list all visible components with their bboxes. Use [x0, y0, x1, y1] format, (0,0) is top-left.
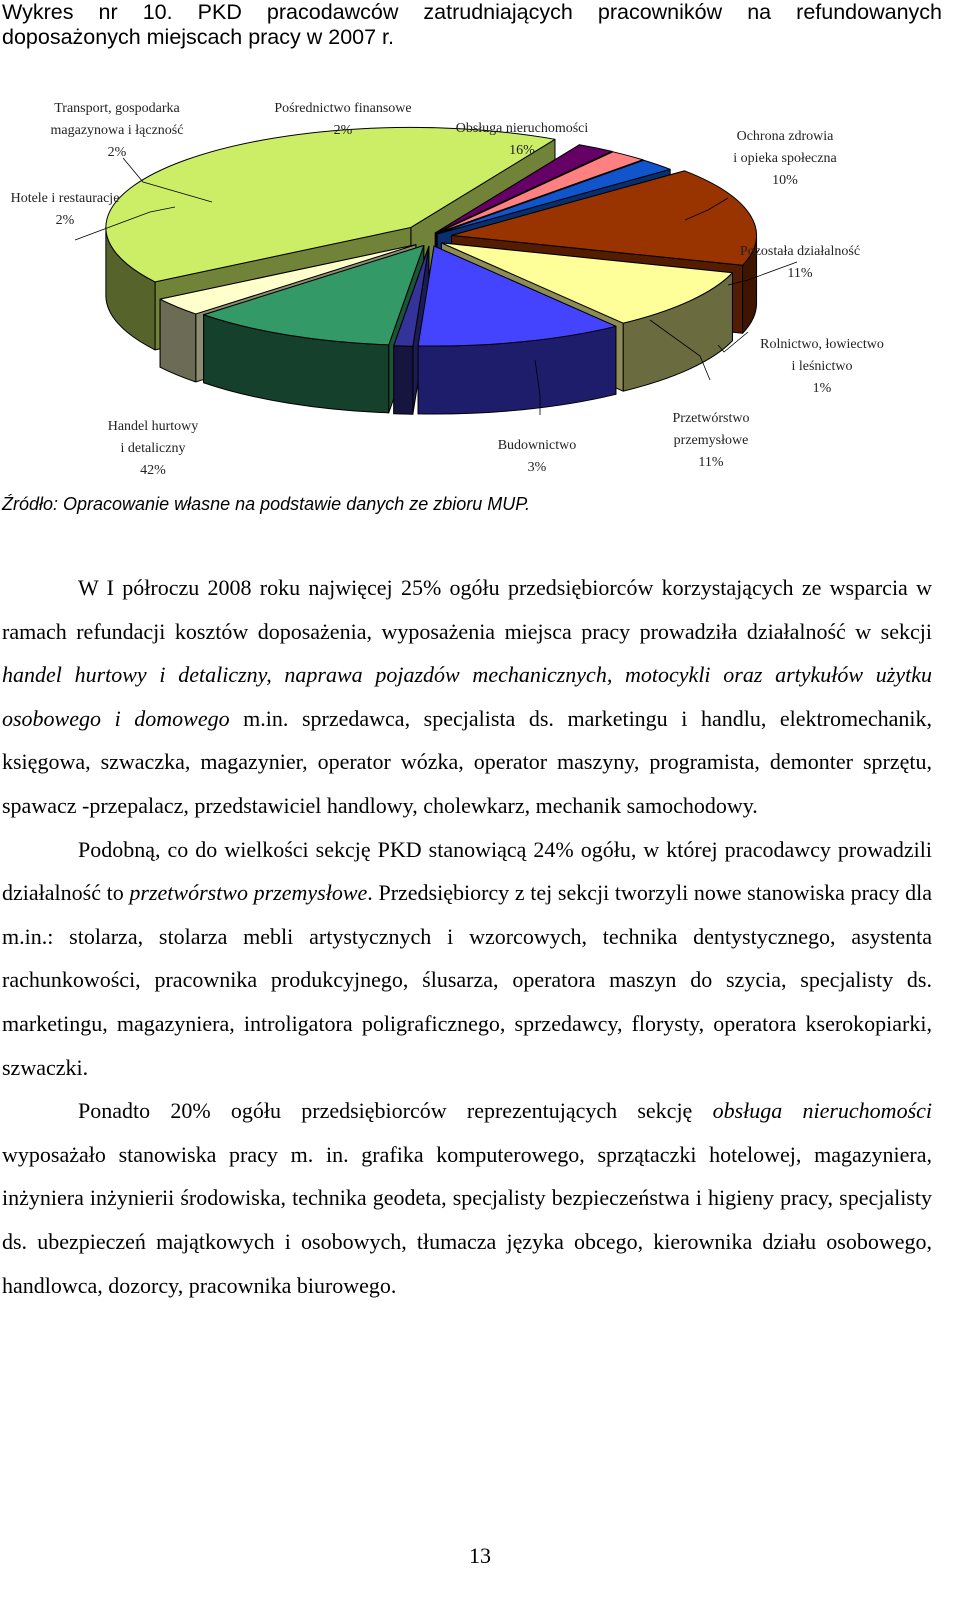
slice-label-line: 10% [772, 173, 798, 188]
slice-label [740, 244, 860, 281]
slice-label-line: 2% [107, 145, 127, 160]
italic-run: przetwórstwo przemysłowe [129, 880, 368, 906]
source-note: Źródło: Opracowanie własne na podstawie danych ze zbioru MUP. [2, 494, 530, 514]
italic-run: handel hurtowy i detaliczny, naprawa pojazdów mechanicznych, motocykli oraz artykułów użytku osobowego i domowego [2, 662, 932, 731]
slice-label-line: 2% [333, 123, 353, 138]
pie-chart [0, 90, 960, 490]
slice-label-line: Obsługa nieruchomości [455, 121, 589, 136]
slice-label [51, 101, 184, 160]
slice-label-line: 42% [140, 463, 166, 478]
slice-label-line: i opieka społeczna [733, 151, 837, 166]
slice-label-line: 11% [698, 455, 724, 470]
slice-label-line: Transport, gospodarka [54, 101, 180, 116]
slice-label-line: 16% [509, 143, 535, 158]
slice-label-line: Pozostała działalność [739, 244, 861, 259]
slice-label-line: Rolnictwo, łowiectwo [760, 337, 884, 352]
slice-label [498, 438, 577, 475]
slice-label-line: i detaliczny [120, 441, 186, 456]
slice-label-line: i leśnictwo [791, 359, 853, 374]
text-run: . Przedsiębiorcy z tej sekcji tworzyli nowe stanowiska pracy dla m.in.: stolarza, stolarza mebli artystycznych i wzorcowych, technika dentystycznego, asystenta rachunkowości, pracownika produkcyjnego, ślusarza, operatora maszyn do szycia, specjalisty ds. marketingu, magazyniera, introligatora poligraficznego, sprzedawcy, florysty, operatora kserokopiarki, szwaczki. [2, 880, 932, 1080]
paragraph [2, 1089, 932, 1307]
slice-label-line: 11% [787, 266, 813, 281]
slice-label [11, 191, 120, 228]
slice-label-line: Budownictwo [497, 438, 577, 453]
page-number: 13 [469, 1543, 491, 1568]
slice-label-line: Ochrona zdrowia [736, 129, 834, 144]
paragraph [2, 828, 932, 1090]
text-run: Podobną, co do wielkości sekcję PKD stanowiącą 24% ogółu, w której pracodawcy prowadzili działalność to [2, 836, 932, 906]
body-text [2, 566, 932, 1307]
slice-label [673, 411, 750, 470]
slice-wall [394, 346, 413, 415]
text-run: Ponadto 20% ogółu przedsiębiorców reprezentujących sekcję [78, 1098, 713, 1124]
slice-label [760, 337, 884, 396]
chart-title [2, 0, 942, 50]
slice-label-line: 2% [55, 213, 75, 228]
text-run: wyposażało stanowiska pracy m. in. grafika komputerowego, sprzątaczki hotelowej, magazyniera, inżyniera inżynierii środowiska, technika geodeta, specjalisty bezpieczeństwa i higieny pracy, specjalisty ds. ubezpieczeń majątkowych i osobowych, tłumacza języka obcego, kierownika działu osobowego, handlowca, dozorcy, pracownika biurowego. [2, 1141, 932, 1298]
slice-label-line: magazynowa i łączność [50, 123, 184, 138]
slice-label-line: Handel hurtowy [107, 419, 199, 434]
slice-label-line: Hotele i restauracje [10, 191, 120, 206]
slice-label [108, 419, 199, 478]
slice-label-line: Pośrednictwo finansowe [274, 101, 412, 116]
chart-title-line-2: doposażonych miejscach pracy w 2007 r. [2, 25, 394, 49]
italic-run: obsługa nieruchomości [712, 1098, 933, 1124]
text-run: W I półroczu 2008 roku najwięcej 25% ogółu przedsiębiorców korzystających ze wsparcia w ramach refundacji kosztów doposażenia, wyposażenia miejsca pracy prowadziła działalność w sekcji [2, 575, 932, 644]
slice-label-line: Przetwórstwo [672, 411, 750, 426]
slice-label-line: 3% [527, 460, 547, 475]
slice-label-line: przemysłowe [673, 433, 749, 448]
chart-title-line-1: Wykres nr 10. PKD pracodawców zatrudniających pracowników na refundowanych [2, 0, 942, 24]
slice-label [733, 129, 837, 188]
slice-label-line: 1% [812, 381, 832, 396]
paragraph [2, 566, 932, 828]
text-run: m.in. sprzedawca, specjalista ds. marketingu i handlu, elektromechanik, księgowa, szwaczka, magazynier, operator wózka, operator maszyny, programista, demonter sprzętu, spawacz -przepalacz, przedstawiciel handlowy, cholewkarz, mechanik samochodowy. [2, 705, 932, 818]
